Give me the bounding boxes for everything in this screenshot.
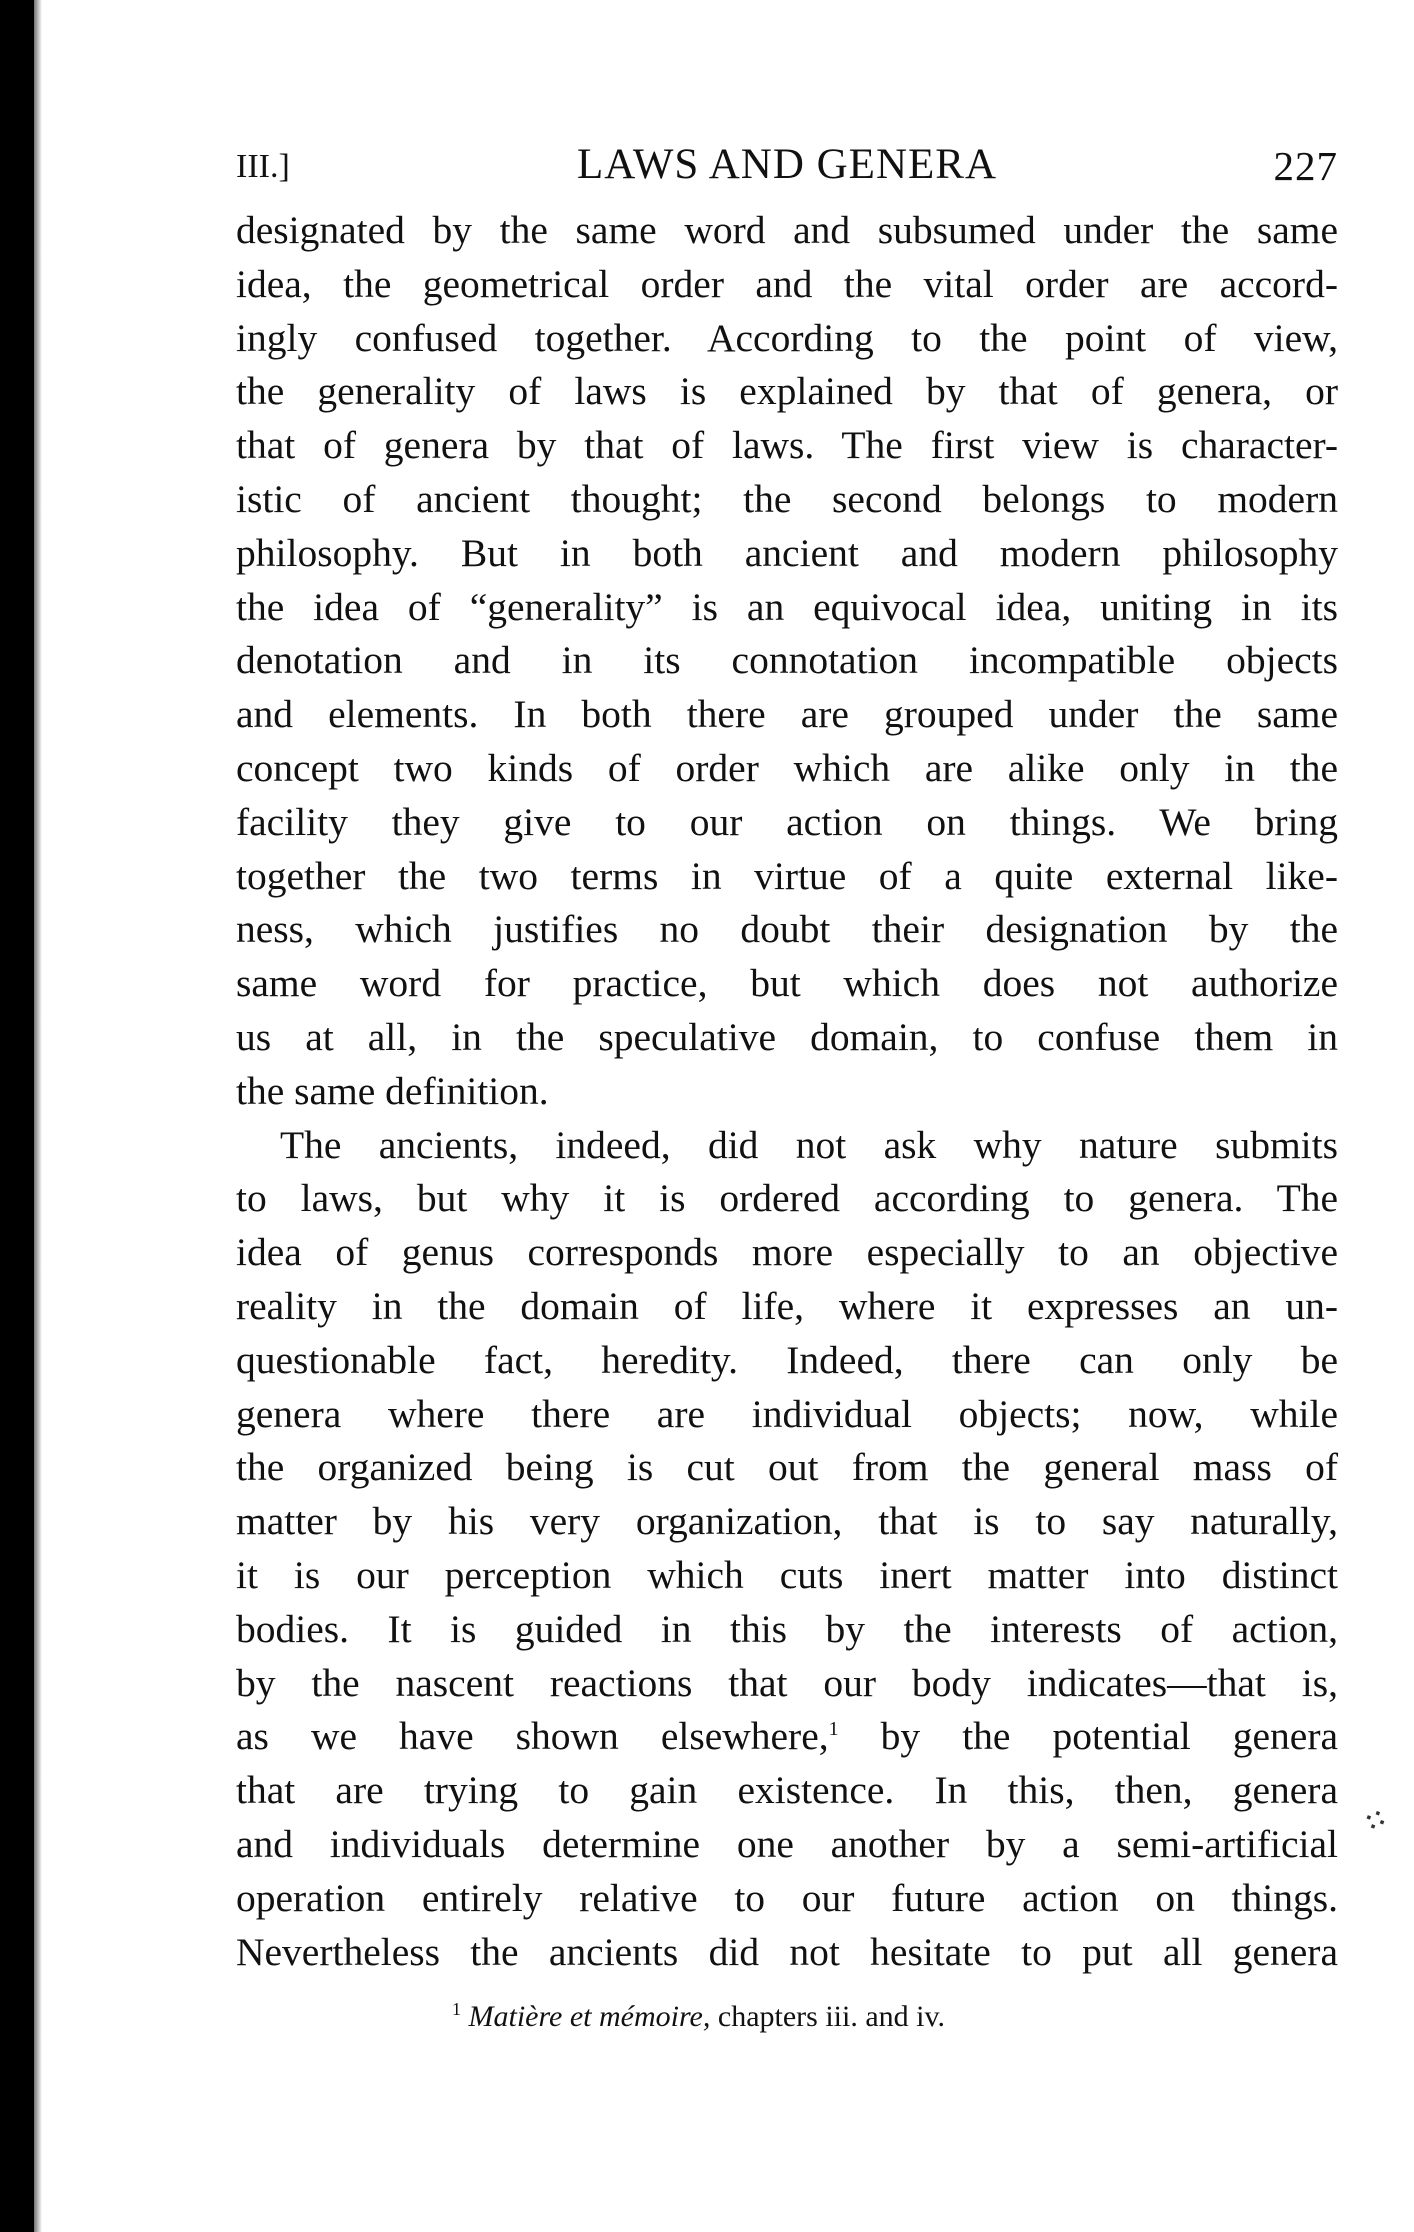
page-title: LAWS AND GENERA [576, 141, 998, 188]
text-line: genera where there are individual objects; now, while [236, 1391, 1338, 1436]
chapter-label: III.] [236, 148, 290, 185]
text-line: facility they give to our action on things. We bring [236, 799, 1338, 844]
text-line: denotation and in its connotation incompatible objects [236, 638, 1338, 683]
page-number: 227 [1273, 143, 1338, 189]
text-line: istic of ancient thought; the second belongs to modern [236, 476, 1338, 521]
text-line: that of genera by that of laws. The first view is character- [236, 423, 1338, 468]
binding-shadow [0, 0, 34, 2232]
text-line: to laws, but why it is ordered according to genera. The [236, 1176, 1338, 1221]
text-line: the same definition. [236, 1068, 549, 1113]
footnote-reference[interactable]: 1 [828, 1718, 839, 1741]
footnote [236, 1989, 1338, 2037]
footnote-marker: 1 [452, 1999, 461, 2020]
paragraph-2 [236, 1119, 1338, 1980]
text-line: reality in the domain of life, where it expresses an un- [236, 1283, 1338, 1328]
text-line: idea, the geometrical order and the vital order are accord- [236, 261, 1338, 306]
binding-shadow-fade [34, 0, 42, 2232]
margin-smudge-icon: ⁘ [1354, 1797, 1397, 1845]
footnote-title: Matière et mémoire, [468, 2000, 711, 2034]
text-line: it is our perception which cuts inert matter into distinct [236, 1552, 1338, 1597]
text-line: idea of genus corresponds more especially to an objective [236, 1230, 1338, 1275]
text-line: philosophy. But in both ancient and modern philosophy [236, 530, 1338, 575]
footnote-text: chapters iii. and iv. [710, 2000, 946, 2034]
text-line: matter by his very organization, that is to say naturally, [236, 1499, 1338, 1544]
text-line: and elements. In both there are grouped under the same [236, 692, 1338, 737]
text-line: the generality of laws is explained by that of genera, or [236, 369, 1338, 414]
text-line: same word for practice, but which does not authorize [236, 961, 1338, 1006]
text-line: us at all, in the speculative domain, to confuse them in [236, 1014, 1338, 1059]
text-line-with-note [236, 1710, 1338, 1764]
paragraph-1 [236, 204, 1338, 1119]
text-line: ness, which justifies no doubt their designation by the [236, 907, 1338, 952]
book-page [236, 140, 1338, 2037]
text-line: The ancients, indeed, did not ask why nature submits [280, 1122, 1338, 1167]
text-line: concept two kinds of order which are alike only in the [236, 745, 1338, 790]
running-head [236, 140, 1338, 204]
text-line: together the two terms in virtue of a quite external like- [236, 853, 1338, 898]
text-line: the idea of “generality” is an equivocal idea, uniting in its [236, 584, 1338, 629]
text-line: by the nascent reactions that our body indicates—that is, [236, 1660, 1338, 1705]
text-segment: by the potential genera [838, 1714, 1339, 1759]
text-line: the organized being is cut out from the general mass of [236, 1445, 1338, 1490]
text-line: and individuals determine one another by a semi-artificial [236, 1821, 1338, 1866]
text-line: operation entirely relative to our future action on things. [236, 1875, 1338, 1920]
text-line: Nevertheless the ancients did not hesitate to put all genera [236, 1929, 1338, 1974]
text-line: ingly confused together. According to the point of view, [236, 315, 1338, 360]
text-line: that are trying to gain existence. In this, then, genera [236, 1768, 1338, 1813]
text-segment: as we have shown elsewhere, [236, 1714, 829, 1759]
text-line: questionable fact, heredity. Indeed, there can only be [236, 1337, 1338, 1382]
text-line: bodies. It is guided in this by the interests of action, [236, 1606, 1338, 1651]
text-line: designated by the same word and subsumed under the same [236, 208, 1338, 252]
